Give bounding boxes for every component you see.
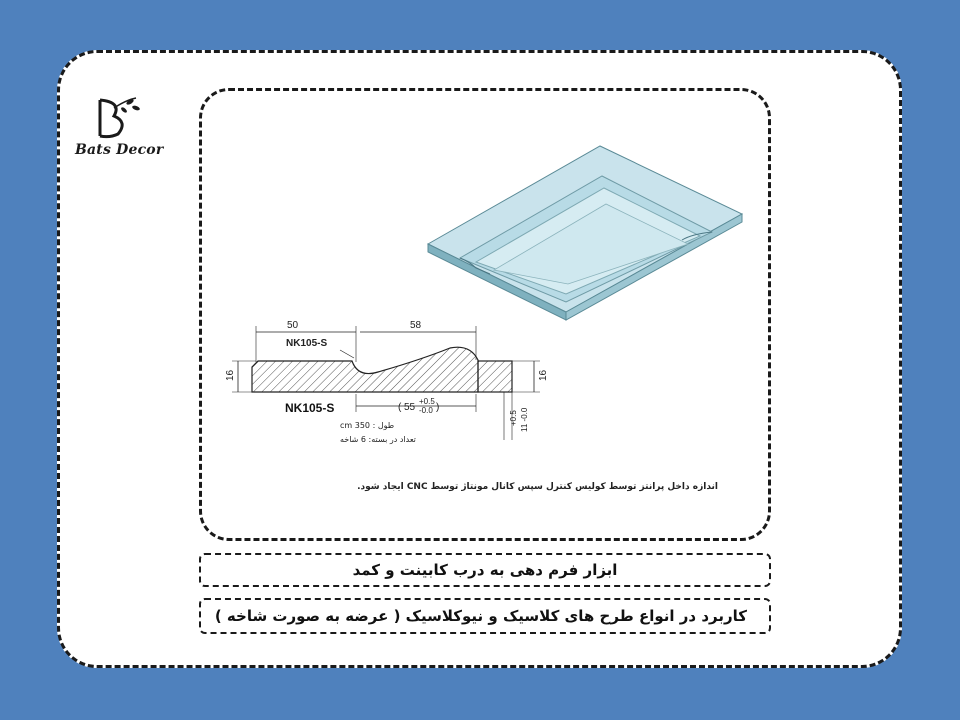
cnc-note: اندازه داخل پرانتز توسط کولیس کنترل سپس کانال مونتاژ توسط CNC ایجاد شود. <box>357 482 718 492</box>
tol-minus: -0.0 <box>419 406 433 415</box>
dim-bottom: ( <box>398 402 402 413</box>
length-line: طول : 350 cm <box>340 421 395 430</box>
profile-label: NK105-S <box>286 338 328 349</box>
brand-name: Bats Decor <box>75 142 164 158</box>
tol-plus: +0.5 <box>419 397 435 406</box>
dim-top-right: 58 <box>410 320 422 331</box>
dim-bottom-value: 55 <box>404 402 416 413</box>
tol-vert-plus: +0.5 <box>509 410 518 426</box>
product-code: NK105-S <box>285 401 335 415</box>
panel-3d-illustration <box>428 146 742 320</box>
dim-left-height: 16 <box>225 369 236 381</box>
caption-title: ابزار فرم دهی به درب کابینت و کمد <box>199 553 771 587</box>
caption-subtitle: کاربرد در انواع طرح های کلاسیک و نیوکلاسیک ( عرضه به صورت شاخه ) <box>199 598 771 634</box>
tol-vert-minus: 11 -0.0 <box>520 407 529 432</box>
dim-bottom-close: ) <box>436 402 440 413</box>
dim-right-height: 16 <box>538 369 549 381</box>
dim-top-left: 50 <box>287 320 299 331</box>
pack-line: تعداد در بسته: 6 شاخه <box>340 435 416 444</box>
